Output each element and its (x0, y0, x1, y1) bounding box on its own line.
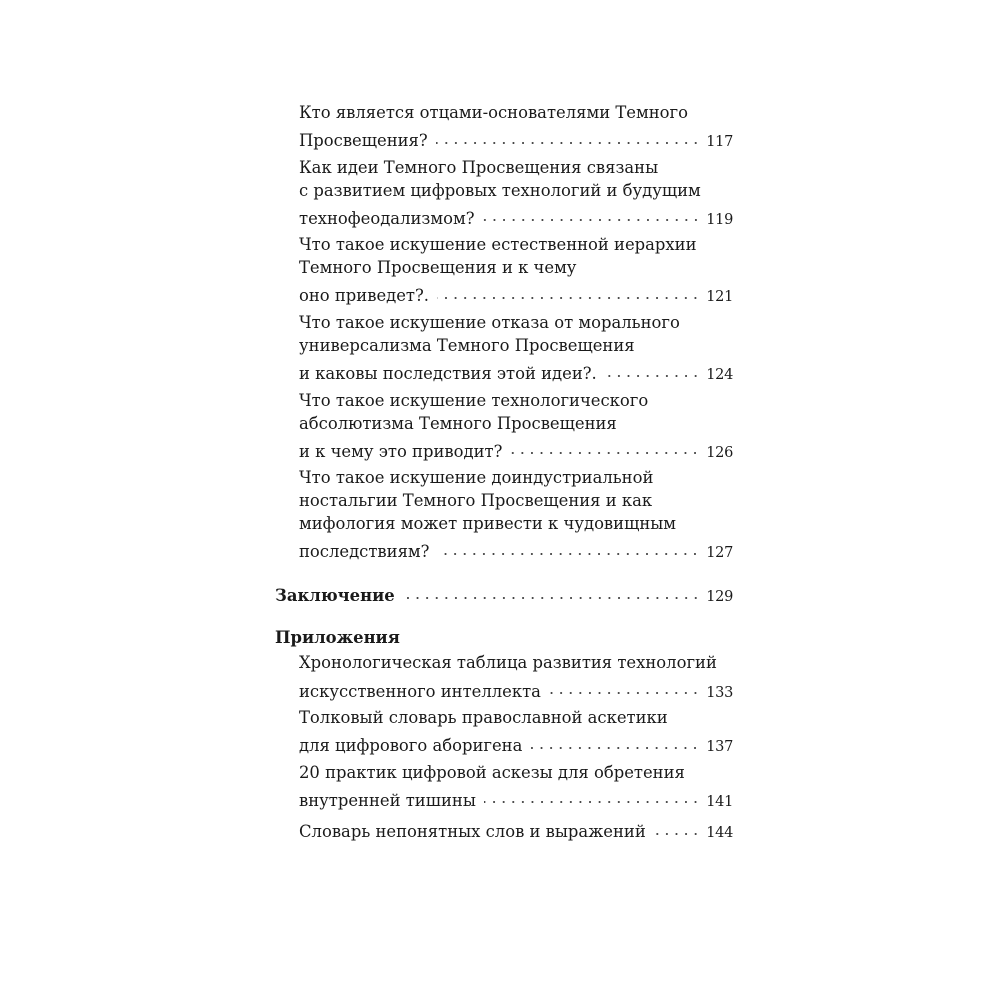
toc-entry-line: внутренней тишины (299, 790, 476, 810)
toc-entry-line: последствиям? (299, 542, 430, 562)
toc-entry-conclusion[interactable] (275, 579, 733, 609)
toc-entry-line: Темного Просвещения и к чему (299, 258, 577, 278)
dot-leader (403, 578, 701, 600)
page-number: 117 (706, 134, 733, 151)
toc-entry-line: Как идеи Темного Просвещения связаны (299, 157, 659, 177)
section-title: Заключение (275, 586, 395, 606)
page-number: 144 (706, 825, 733, 842)
dot-leader (484, 782, 700, 804)
toc-entry[interactable] (275, 761, 733, 814)
dot-leader (483, 200, 701, 222)
toc-entry-line: абсолютизма Темного Просвещения (299, 413, 617, 433)
toc-entry[interactable] (275, 815, 733, 845)
page-number: 126 (706, 444, 733, 461)
toc-entry[interactable] (275, 389, 733, 465)
dot-leader (530, 728, 700, 750)
page-number: 124 (706, 367, 733, 383)
toc-entry-line: с развитием цифровых технологий и будущим (299, 180, 701, 200)
toc-entry-line: Что такое искушение естественной иерархии (299, 235, 697, 255)
page-number: 119 (706, 211, 733, 228)
dot-leader (436, 123, 701, 145)
toc-entry[interactable] (275, 651, 733, 704)
page-number: 137 (706, 739, 733, 756)
toc-entry-line: и каковы последствия этой идеи?. (299, 364, 597, 383)
dot-leader (437, 278, 700, 300)
page-number: 127 (706, 545, 733, 562)
toc-entry-line: Толковый словарь православной аскетики (299, 708, 668, 727)
toc-entry-line: Словарь непонятных слов и выражений (299, 822, 646, 842)
page-number: 121 (706, 289, 733, 306)
toc-entry-line: Что такое искушение отказа от морального (299, 312, 680, 332)
toc-entry-line: искусственного интеллекта (299, 681, 541, 701)
toc-entry[interactable] (275, 466, 733, 565)
page-number: 133 (706, 684, 733, 701)
toc-entry-line: Кто является отцами-основателями Темного (299, 103, 688, 122)
page-number: 129 (706, 589, 733, 606)
dot-leader (605, 356, 700, 378)
toc-entry-line: Хронологическая таблица развития технологий (299, 653, 717, 673)
dot-leader (510, 433, 700, 455)
toc-entry-line: Что такое искушение доиндустриальной (299, 468, 654, 488)
toc-entry[interactable] (275, 233, 733, 309)
toc-entry-line: оно приведет?. (299, 286, 429, 306)
toc-entry[interactable] (275, 311, 733, 387)
toc-entry-line: универсализма Темного Просвещения (299, 335, 635, 355)
toc-entry-line: 20 практик цифровой аскезы для обретения (299, 762, 685, 782)
toc-entry[interactable] (275, 101, 733, 154)
toc-entry-line: ностальгии Темного Просвещения и как (299, 491, 653, 511)
toc-entry-line: технофеодализмом? (299, 208, 475, 228)
toc-entry-line: мифология может привести к чудовищным (299, 514, 677, 534)
dot-leader (654, 814, 700, 836)
dot-leader (437, 534, 700, 556)
table-of-contents (275, 101, 733, 845)
toc-entry-line: Что такое искушение технологического (299, 390, 649, 410)
toc-entry-line: для цифрового аборигена (299, 736, 523, 756)
toc-entry[interactable] (275, 156, 733, 232)
page-number: 141 (706, 793, 733, 810)
toc-entry-line: и к чему это приводит? (299, 441, 503, 461)
dot-leader (549, 673, 700, 695)
toc-entry[interactable] (275, 706, 733, 759)
toc-entry-line: Просвещения? (299, 131, 428, 151)
section-title: Приложения (275, 628, 400, 648)
appendix-heading-row (275, 626, 733, 649)
